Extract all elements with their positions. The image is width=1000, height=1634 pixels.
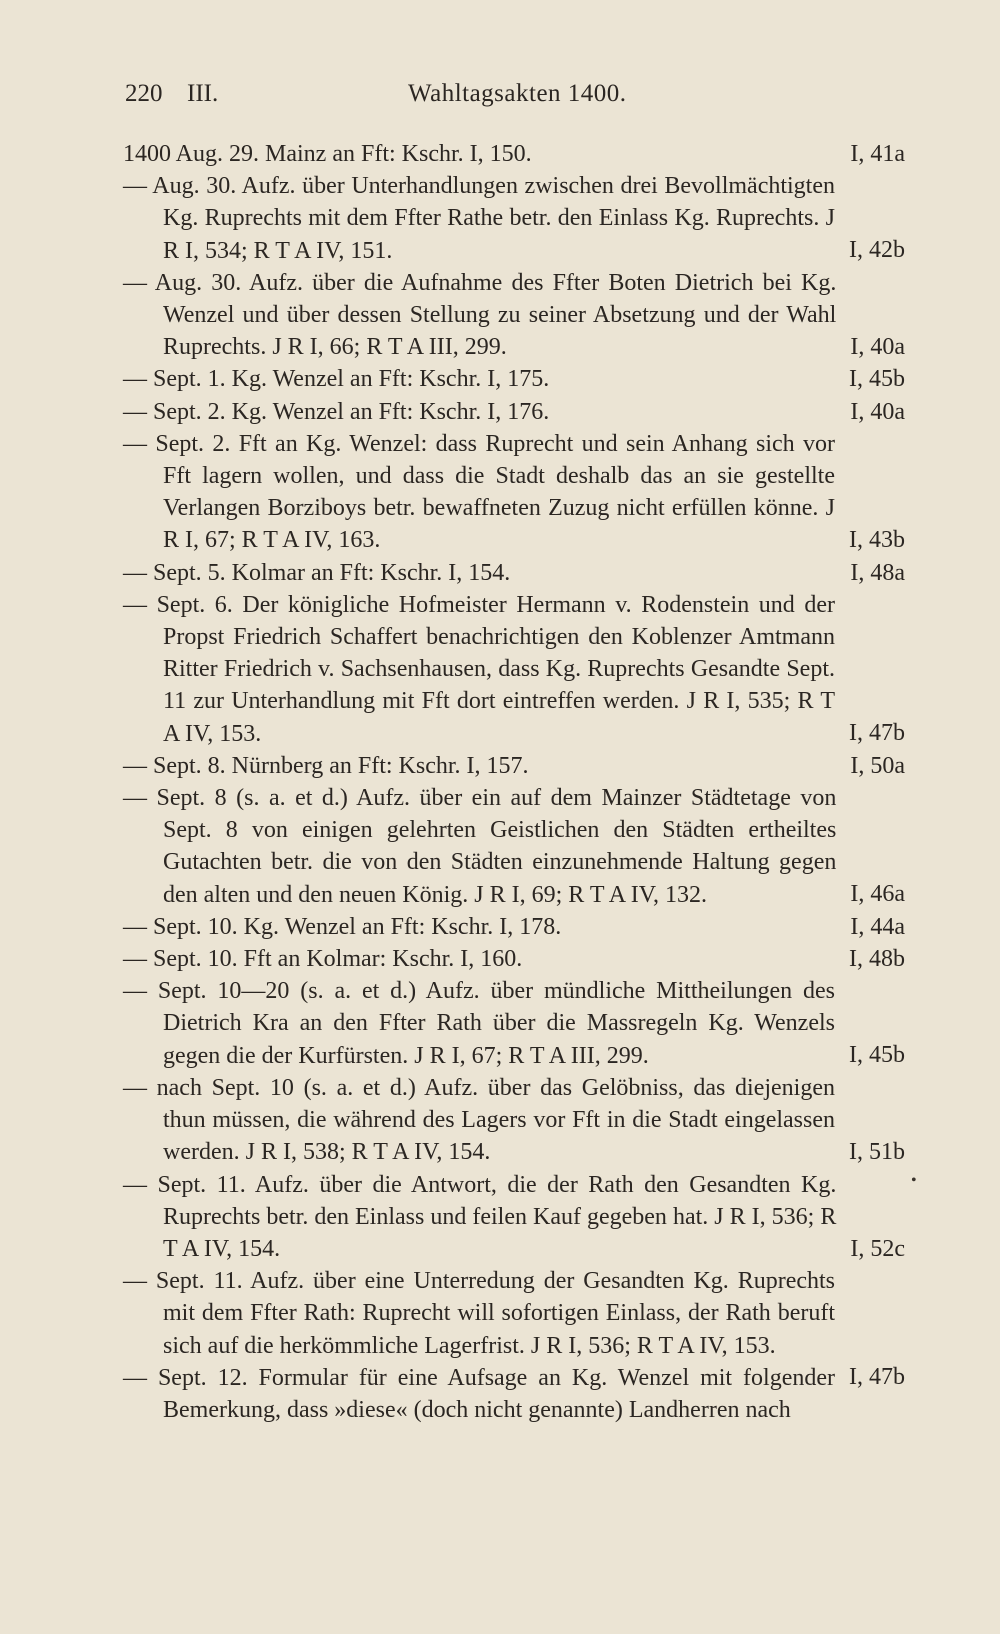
entry-sept-2-b: [123, 428, 905, 557]
entry-reference: I, 48a: [850, 559, 905, 586]
entry-text: — Aug. 30. Aufz. über Unterhandlungen zwischen drei Bevollmächtigten Kg. Ruprechts mit dem Ffter Rathe betr. den Einlass Kg. Ruprechts. J R I, 534; R T A IV, 151.: [123, 173, 835, 264]
entry-reference: I, 47b: [849, 1364, 905, 1391]
entry-sept-10-b: [123, 943, 905, 975]
entry-aug-30-b: [123, 267, 905, 364]
entry-text: — Aug. 30. Aufz. über die Aufnahme des Ffter Boten Dietrich bei Kg. Wenzel und über dessen Stellung zu seiner Absetzung und der Wahl Ruprechts. J R I, 66; R T A III, 299.: [123, 269, 837, 361]
entry-sept-8-a: [123, 750, 905, 782]
page-header: [125, 80, 905, 114]
entry-reference: I, 52c: [850, 1235, 905, 1262]
entry-sept-1: [123, 363, 905, 395]
entry-text: — Sept. 10. Fft an Kolmar: Kschr. I, 160.: [123, 946, 523, 973]
entry-sept-11-a: [123, 1169, 905, 1266]
entry-text: — Sept. 10. Kg. Wenzel an Fft: Kschr. I, 178.: [123, 913, 562, 940]
entry-text: — nach Sept. 10 (s. a. et d.) Aufz. über das Gelöbniss, das diejenigen thun müssen, die während des Lagers vor Fft in die Stadt eingelassen werden. J R I, 538; R T A IV, 154.: [123, 1074, 835, 1166]
entry-reference: I, 40a: [850, 333, 905, 360]
entry-reference: I, 44a: [850, 913, 905, 940]
entry-reference: I, 46a: [850, 881, 905, 908]
calendar-entries: [123, 138, 905, 1426]
entry-sept-2-a: [123, 396, 905, 428]
entry-text: — Sept. 2. Fft an Kg. Wenzel: dass Ruprecht und sein Anhang sich vor Fft lagern wollen, und dass die Stadt deshalb das an sie gestellte Verlangen Borziboys betr. bewaffneten Zuzug nicht erfüllen könne. J R I, 67; R T A IV, 163.: [123, 430, 835, 554]
entry-sept-11-b: [123, 1265, 905, 1391]
section-numeral: III.: [187, 80, 219, 107]
entry-aug-30-a: [123, 170, 905, 267]
marginal-mark: •: [911, 1172, 917, 1189]
page-number: 220: [125, 80, 163, 107]
entry-after-sept-10: [123, 1072, 905, 1169]
entry-reference: I, 51b: [849, 1138, 905, 1165]
running-title: Wahltagsakten 1400.: [408, 80, 627, 107]
entry-sept-8-b: [123, 782, 905, 911]
entry-text: — Sept. 1. Kg. Wenzel an Fft: Kschr. I, 175.: [123, 366, 550, 393]
entry-text: — Sept. 8. Nürnberg an Fft: Kschr. I, 157.: [123, 752, 529, 779]
entry-reference: I, 48b: [849, 946, 905, 973]
entry-sept-10-a: [123, 911, 905, 943]
entry-text: — Sept. 11. Aufz. über die Antwort, die der Rath den Gesandten Kg. Ruprechts betr. den Einlass und feilen Kauf gegeben hat. J R I, 536; R T A IV, 154.: [123, 1171, 837, 1262]
entry-reference: I, 40a: [850, 398, 905, 425]
entry-text: — Sept. 6. Der königliche Hofmeister Hermann v. Rodenstein und der Propst Friedrich Schaffert benachrichtigen den Koblenzer Amtmann Ritter Friedrich v. Sachsenhausen, dass Kg. Ruprechts Gesandte Sept. 11 zur Unterhandlung mit Fft dort eintreffen werden. J R I, 535; R T A IV, 153.: [123, 591, 835, 747]
entry-text: — Sept. 10—20 (s. a. et d.) Aufz. über mündliche Mittheilungen des Dietrich Kra an den Ffter Rath über die Massregeln Kg. Wenzels gegen die der Kurfürsten. J R I, 67; R T A III, 299.: [123, 978, 835, 1069]
entry-reference: I, 41a: [850, 141, 905, 167]
entry-sept-12: [123, 1362, 905, 1426]
entry-reference: I, 47b: [849, 719, 905, 746]
entry-sept-10-20: [123, 975, 905, 1072]
entry-reference: I, 50a: [850, 752, 905, 779]
entry-text: — Sept. 2. Kg. Wenzel an Fft: Kschr. I, 176.: [123, 398, 550, 425]
entry-text: — Sept. 8 (s. a. et d.) Aufz. über ein auf dem Mainzer Städtetage von Sept. 8 von einigen gelehrten Geistlichen den Städten ertheiltes Gutachten betr. die von den Städten einzunehmende Haltung gegen den alten und den neuen König. J R I, 69; R T A IV, 132.: [123, 785, 837, 908]
entry-sept-5: [123, 557, 905, 589]
entry-text: — Sept. 11. Aufz. über eine Unterredung der Gesandten Kg. Ruprechts mit dem Ffter Rath: Ruprecht will sofortigen Einlass, der Rath beruft sich auf die herkömmliche Lagerfrist. J R I, 536; R T A IV, 153.: [123, 1268, 835, 1359]
entry-sept-6: [123, 589, 905, 750]
entry-reference: I, 45b: [849, 1042, 905, 1069]
entry-reference: I, 45b: [849, 366, 905, 393]
entry-reference: I, 42b: [849, 237, 905, 264]
entry-text: — Sept. 12. Formular für eine Aufsage an Kg. Wenzel mit folgender Bemerkung, dass »diese« (doch nicht genannte) Landherren nach: [123, 1364, 835, 1423]
entry-text: 1400 Aug. 29. Mainz an Fft: Kschr. I, 150.: [123, 141, 532, 167]
entry-reference: I, 43b: [849, 526, 905, 553]
entry-aug-29: [123, 138, 905, 170]
entry-text: — Sept. 5. Kolmar an Fft: Kschr. I, 154.: [123, 559, 511, 586]
